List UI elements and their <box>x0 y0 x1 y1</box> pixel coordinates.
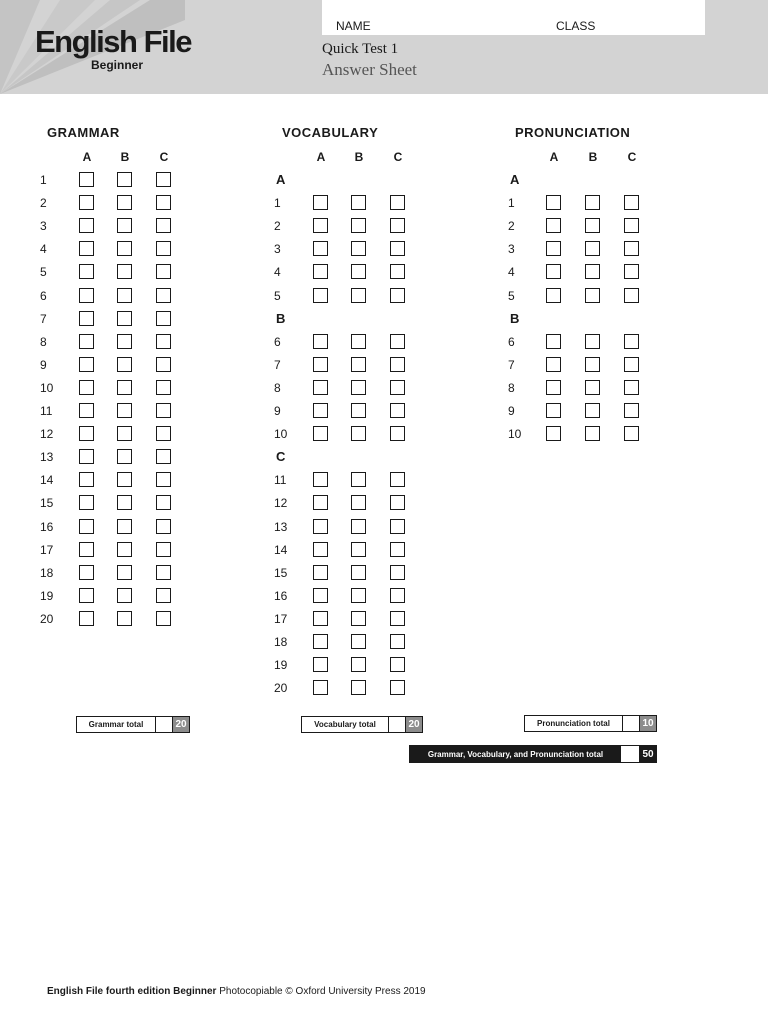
grammar-answer-box-c[interactable] <box>156 495 171 510</box>
vocabulary-answer-box-b[interactable] <box>351 357 366 372</box>
grammar-total-label: Grammar total <box>77 717 156 732</box>
pronunciation-answer-box-b[interactable] <box>585 264 600 279</box>
grammar-answer-box-a[interactable] <box>79 542 94 557</box>
vocabulary-question-number: 14 <box>274 542 288 557</box>
pronunciation-total-score[interactable] <box>623 716 640 731</box>
pronunciation-answer-box-a[interactable] <box>546 380 561 395</box>
grammar-question-number: 7 <box>40 311 47 326</box>
grammar-question-number: 15 <box>40 496 54 511</box>
grammar-answer-box-a[interactable] <box>79 357 94 372</box>
grammar-answer-box-b[interactable] <box>117 426 132 441</box>
vocabulary-question-number: 20 <box>274 681 288 696</box>
pronunciation-answer-box-c[interactable] <box>624 426 639 441</box>
grammar-answer-box-c[interactable] <box>156 241 171 256</box>
vocabulary-question-number: 17 <box>274 611 288 626</box>
grammar-answer-box-c[interactable] <box>156 426 171 441</box>
pronunciation-answer-box-c[interactable] <box>624 380 639 395</box>
grammar-question-number: 8 <box>40 334 47 349</box>
grammar-answer-box-c[interactable] <box>156 218 171 233</box>
pronunciation-question-number: 3 <box>508 242 515 257</box>
pronunciation-col-a: A <box>549 150 559 164</box>
vocabulary-answer-box-c[interactable] <box>390 542 405 557</box>
grammar-answer-box-a[interactable] <box>79 588 94 603</box>
grammar-answer-box-a[interactable] <box>79 472 94 487</box>
grammar-answer-box-c[interactable] <box>156 403 171 418</box>
grammar-answer-box-b[interactable] <box>117 542 132 557</box>
vocabulary-answer-box-a[interactable] <box>313 288 328 303</box>
vocabulary-total-max: 20 <box>406 717 422 732</box>
pronunciation-answer-box-c[interactable] <box>624 241 639 256</box>
grammar-answer-box-b[interactable] <box>117 357 132 372</box>
vocabulary-answer-box-b[interactable] <box>351 334 366 349</box>
vocabulary-question-number: 5 <box>274 288 281 303</box>
vocabulary-question-number: 6 <box>274 334 281 349</box>
grammar-question-number: 2 <box>40 196 47 211</box>
grammar-answer-box-a[interactable] <box>79 403 94 418</box>
grammar-answer-box-b[interactable] <box>117 472 132 487</box>
vocabulary-answer-box-b[interactable] <box>351 542 366 557</box>
grammar-answer-box-b[interactable] <box>117 241 132 256</box>
class-label: CLASS <box>556 19 596 33</box>
vocabulary-answer-box-c[interactable] <box>390 588 405 603</box>
vocabulary-answer-box-b[interactable] <box>351 472 366 487</box>
vocabulary-answer-box-b[interactable] <box>351 519 366 534</box>
pronunciation-answer-box-b[interactable] <box>585 288 600 303</box>
grammar-answer-box-b[interactable] <box>117 380 132 395</box>
pronunciation-answer-box-b[interactable] <box>585 218 600 233</box>
grammar-answer-box-c[interactable] <box>156 311 171 326</box>
vocabulary-col-a: A <box>316 150 326 164</box>
grammar-answer-box-c[interactable] <box>156 264 171 279</box>
grammar-question-number: 16 <box>40 519 54 534</box>
vocabulary-answer-box-b[interactable] <box>351 634 366 649</box>
grammar-col-a: A <box>82 150 92 164</box>
grammar-question-number: 14 <box>40 473 54 488</box>
vocabulary-part-a: A <box>276 172 286 187</box>
grammar-answer-box-a[interactable] <box>79 311 94 326</box>
vocabulary-answer-box-a[interactable] <box>313 495 328 510</box>
pronunciation-answer-box-b[interactable] <box>585 380 600 395</box>
grammar-question-number: 18 <box>40 565 54 580</box>
vocabulary-question-number: 10 <box>274 427 288 442</box>
vocabulary-question-number: 2 <box>274 219 281 234</box>
vocabulary-question-number: 15 <box>274 565 288 580</box>
grammar-answer-box-b[interactable] <box>117 588 132 603</box>
grammar-answer-box-c[interactable] <box>156 542 171 557</box>
vocabulary-answer-box-b[interactable] <box>351 588 366 603</box>
pronunciation-answer-box-a[interactable] <box>546 288 561 303</box>
vocabulary-col-b: B <box>354 150 364 164</box>
footer <box>47 986 426 997</box>
vocabulary-answer-box-b[interactable] <box>351 403 366 418</box>
grammar-answer-box-c[interactable] <box>156 195 171 210</box>
grammar-question-number: 4 <box>40 242 47 257</box>
grand-total-box <box>409 745 657 763</box>
vocabulary-answer-box-b[interactable] <box>351 426 366 441</box>
pronunciation-answer-box-b[interactable] <box>585 241 600 256</box>
vocabulary-answer-box-a[interactable] <box>313 542 328 557</box>
vocabulary-answer-box-c[interactable] <box>390 334 405 349</box>
pronunciation-answer-box-a[interactable] <box>546 403 561 418</box>
vocabulary-answer-box-c[interactable] <box>390 472 405 487</box>
grammar-answer-box-c[interactable] <box>156 357 171 372</box>
header-banner <box>0 0 768 94</box>
vocabulary-answer-box-b[interactable] <box>351 680 366 695</box>
grammar-answer-box-c[interactable] <box>156 588 171 603</box>
grammar-question-number: 3 <box>40 219 47 234</box>
vocabulary-answer-box-c[interactable] <box>390 380 405 395</box>
pronunciation-answer-box-c[interactable] <box>624 357 639 372</box>
vocabulary-part-b: B <box>276 310 286 326</box>
pronunciation-answer-box-b[interactable] <box>585 357 600 372</box>
vocabulary-answer-box-c[interactable] <box>390 264 405 279</box>
pronunciation-answer-box-b[interactable] <box>585 426 600 441</box>
grammar-answer-box-c[interactable] <box>156 449 171 464</box>
grammar-answer-box-c[interactable] <box>156 380 171 395</box>
grammar-answer-box-b[interactable] <box>117 495 132 510</box>
pronunciation-answer-box-b[interactable] <box>585 403 600 418</box>
grammar-answer-box-a[interactable] <box>79 565 94 580</box>
pronunciation-question-number: 6 <box>508 334 515 349</box>
vocabulary-answer-box-a[interactable] <box>313 334 328 349</box>
logo-title: English File <box>35 24 191 59</box>
pronunciation-question-number: 1 <box>508 196 515 211</box>
pronunciation-answer-box-a[interactable] <box>546 357 561 372</box>
grammar-question-number: 12 <box>40 427 54 442</box>
vocabulary-answer-box-c[interactable] <box>390 426 405 441</box>
vocabulary-total-box <box>301 716 423 733</box>
vocabulary-question-number: 12 <box>274 496 288 511</box>
pronunciation-answer-box-a[interactable] <box>546 426 561 441</box>
vocabulary-answer-box-b[interactable] <box>351 565 366 580</box>
grammar-answer-box-b[interactable] <box>117 218 132 233</box>
vocabulary-answer-box-c[interactable] <box>390 657 405 672</box>
pronunciation-answer-box-a[interactable] <box>546 218 561 233</box>
grammar-answer-box-b[interactable] <box>117 264 132 279</box>
vocabulary-answer-box-c[interactable] <box>390 241 405 256</box>
grammar-question-number: 10 <box>40 380 54 395</box>
grammar-answer-box-a[interactable] <box>79 288 94 303</box>
footer-copyright: Photocopiable © Oxford University Press 2019 <box>216 986 426 997</box>
vocabulary-answer-box-a[interactable] <box>313 426 328 441</box>
vocabulary-question-number: 9 <box>274 404 281 418</box>
grammar-answer-box-a[interactable] <box>79 218 94 233</box>
pronunciation-answer-box-c[interactable] <box>624 218 639 233</box>
grammar-question-number: 13 <box>40 450 54 465</box>
grammar-question-number: 6 <box>40 288 47 303</box>
vocabulary-answer-box-c[interactable] <box>390 634 405 649</box>
grammar-answer-box-a[interactable] <box>79 241 94 256</box>
grammar-answer-box-b[interactable] <box>117 311 132 326</box>
grammar-answer-box-a[interactable] <box>79 611 94 626</box>
grammar-answer-box-a[interactable] <box>79 495 94 510</box>
vocabulary-answer-box-c[interactable] <box>390 357 405 372</box>
grammar-question-number: 11 <box>40 404 53 418</box>
vocabulary-answer-box-a[interactable] <box>313 218 328 233</box>
pronunciation-question-number: 4 <box>508 265 515 280</box>
vocabulary-question-number: 19 <box>274 658 288 673</box>
pronunciation-answer-box-c[interactable] <box>624 334 639 349</box>
grammar-answer-box-b[interactable] <box>117 611 132 626</box>
grammar-answer-box-b[interactable] <box>117 565 132 580</box>
vocabulary-answer-box-a[interactable] <box>313 264 328 279</box>
vocabulary-answer-box-a[interactable] <box>313 472 328 487</box>
vocabulary-answer-box-c[interactable] <box>390 519 405 534</box>
test-title: Quick Test 1 <box>322 41 399 57</box>
pronunciation-title: PRONUNCIATION <box>515 125 631 140</box>
grand-total-max: 50 <box>640 746 656 762</box>
pronunciation-total-max: 10 <box>640 716 656 731</box>
pronunciation-answer-box-a[interactable] <box>546 241 561 256</box>
name-class-box[interactable] <box>322 0 705 35</box>
vocabulary-answer-box-c[interactable] <box>390 218 405 233</box>
vocabulary-answer-box-a[interactable] <box>313 634 328 649</box>
vocabulary-question-number: 3 <box>274 242 281 257</box>
grammar-answer-box-a[interactable] <box>79 264 94 279</box>
vocabulary-question-number: 16 <box>274 588 288 603</box>
pronunciation-answer-box-b[interactable] <box>585 334 600 349</box>
grand-total-label: Grammar, Vocabulary, and Pronunciation total <box>410 746 621 762</box>
grammar-answer-box-a[interactable] <box>79 426 94 441</box>
vocabulary-answer-box-b[interactable] <box>351 288 366 303</box>
vocabulary-answer-box-c[interactable] <box>390 403 405 418</box>
pronunciation-answer-box-c[interactable] <box>624 195 639 210</box>
pronunciation-answer-box-a[interactable] <box>546 195 561 210</box>
grammar-answer-box-b[interactable] <box>117 172 132 187</box>
grammar-total-box <box>76 716 190 733</box>
pronunciation-question-number: 7 <box>508 357 515 372</box>
grammar-answer-box-c[interactable] <box>156 565 171 580</box>
grammar-answer-box-a[interactable] <box>79 172 94 187</box>
grammar-answer-box-b[interactable] <box>117 519 132 534</box>
vocabulary-answer-box-a[interactable] <box>313 403 328 418</box>
sheet-title: Answer Sheet <box>322 60 417 79</box>
vocabulary-answer-box-a[interactable] <box>313 380 328 395</box>
grammar-question-number: 9 <box>40 357 47 372</box>
pronunciation-answer-box-b[interactable] <box>585 195 600 210</box>
grammar-answer-box-c[interactable] <box>156 172 171 187</box>
footer-edition: English File fourth edition Beginner <box>47 986 217 997</box>
vocabulary-question-number: 18 <box>274 635 288 649</box>
grammar-answer-box-c[interactable] <box>156 472 171 487</box>
name-label: NAME <box>336 19 371 33</box>
vocabulary-total-score[interactable] <box>389 717 406 732</box>
pronunciation-question-number: 10 <box>508 427 522 442</box>
grammar-question-number: 20 <box>40 611 54 626</box>
vocabulary-answer-box-c[interactable] <box>390 288 405 303</box>
pronunciation-question-number: 5 <box>508 288 515 303</box>
vocabulary-answer-box-b[interactable] <box>351 241 366 256</box>
grammar-question-number: 17 <box>40 542 54 557</box>
grammar-answer-box-a[interactable] <box>79 449 94 464</box>
pronunciation-part-a: A <box>510 172 520 187</box>
pronunciation-answer-box-c[interactable] <box>624 264 639 279</box>
pronunciation-answer-box-c[interactable] <box>624 403 639 418</box>
grammar-answer-box-a[interactable] <box>79 519 94 534</box>
grammar-answer-box-b[interactable] <box>117 403 132 418</box>
grammar-answer-box-a[interactable] <box>79 195 94 210</box>
pronunciation-col-c: C <box>627 150 637 164</box>
pronunciation-answer-box-a[interactable] <box>546 264 561 279</box>
pronunciation-question-number: 9 <box>508 404 515 418</box>
grammar-title: GRAMMAR <box>47 125 120 140</box>
vocabulary-question-number: 1 <box>274 196 281 211</box>
vocabulary-answer-box-b[interactable] <box>351 380 366 395</box>
vocabulary-answer-box-a[interactable] <box>313 195 328 210</box>
vocabulary-question-number: 11 <box>274 473 287 488</box>
vocabulary-answer-box-a[interactable] <box>313 657 328 672</box>
vocabulary-question-number: 13 <box>274 519 288 534</box>
logo-subtitle: Beginner <box>91 58 144 72</box>
pronunciation-question-number: 8 <box>508 380 515 395</box>
grammar-answer-box-a[interactable] <box>79 334 94 349</box>
vocabulary-answer-box-c[interactable] <box>390 565 405 580</box>
grammar-answer-box-b[interactable] <box>117 195 132 210</box>
grammar-answer-box-b[interactable] <box>117 334 132 349</box>
vocabulary-answer-box-c[interactable] <box>390 195 405 210</box>
vocabulary-answer-box-a[interactable] <box>313 680 328 695</box>
vocabulary-answer-box-b[interactable] <box>351 611 366 626</box>
pronunciation-part-b: B <box>510 310 520 326</box>
grammar-question-number: 1 <box>40 173 47 187</box>
vocabulary-answer-box-c[interactable] <box>390 611 405 626</box>
vocabulary-answer-box-a[interactable] <box>313 588 328 603</box>
grand-total-score[interactable] <box>621 746 640 762</box>
grammar-col-c: C <box>159 150 169 164</box>
grammar-answer-box-c[interactable] <box>156 519 171 534</box>
vocabulary-question-number: 7 <box>274 357 281 372</box>
vocabulary-question-number: 8 <box>274 380 281 395</box>
grammar-total-max: 20 <box>173 717 189 732</box>
grammar-question-number: 19 <box>40 588 54 603</box>
grammar-answer-box-c[interactable] <box>156 334 171 349</box>
grammar-question-number: 5 <box>40 265 47 280</box>
grammar-answer-box-b[interactable] <box>117 449 132 464</box>
vocabulary-answer-box-b[interactable] <box>351 218 366 233</box>
pronunciation-total-label: Pronunciation total <box>525 716 623 731</box>
vocabulary-answer-box-a[interactable] <box>313 519 328 534</box>
vocabulary-question-number: 4 <box>274 265 281 280</box>
pronunciation-col-b: B <box>588 150 598 164</box>
vocabulary-answer-box-b[interactable] <box>351 264 366 279</box>
vocabulary-title: VOCABULARY <box>282 125 379 140</box>
vocabulary-answer-box-c[interactable] <box>390 680 405 695</box>
pronunciation-total-box <box>524 715 657 732</box>
pronunciation-answer-box-a[interactable] <box>546 334 561 349</box>
vocabulary-answer-box-b[interactable] <box>351 195 366 210</box>
grammar-total-score[interactable] <box>156 717 173 732</box>
vocabulary-total-label: Vocabulary total <box>302 717 389 732</box>
vocabulary-answer-box-a[interactable] <box>313 611 328 626</box>
vocabulary-answer-box-b[interactable] <box>351 657 366 672</box>
grammar-col-b: B <box>120 150 130 164</box>
vocabulary-answer-box-c[interactable] <box>390 495 405 510</box>
vocabulary-answer-box-a[interactable] <box>313 357 328 372</box>
vocabulary-answer-box-a[interactable] <box>313 241 328 256</box>
grammar-answer-box-c[interactable] <box>156 288 171 303</box>
vocabulary-answer-box-b[interactable] <box>351 495 366 510</box>
vocabulary-answer-box-a[interactable] <box>313 565 328 580</box>
vocabulary-part-c: C <box>276 449 286 465</box>
grammar-answer-box-b[interactable] <box>117 288 132 303</box>
grammar-answer-box-a[interactable] <box>79 380 94 395</box>
pronunciation-question-number: 2 <box>508 219 515 234</box>
grammar-answer-box-c[interactable] <box>156 611 171 626</box>
pronunciation-answer-box-c[interactable] <box>624 288 639 303</box>
vocabulary-col-c: C <box>393 150 403 164</box>
